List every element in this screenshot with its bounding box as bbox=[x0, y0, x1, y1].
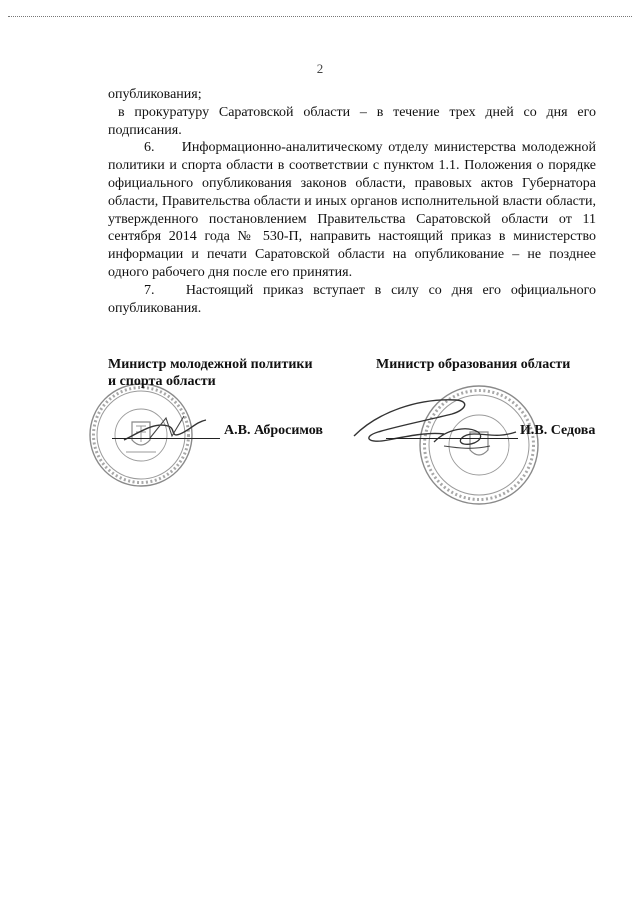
right-signature bbox=[348, 392, 538, 462]
document-body bbox=[108, 86, 596, 317]
page-number: 2 bbox=[316, 61, 324, 76]
item-text: Настоящий приказ вступает в силу со дня его официального опубликования. bbox=[108, 282, 597, 316]
item-number: 6. bbox=[144, 140, 155, 156]
right-signatory-name: И.В. Седова bbox=[520, 423, 596, 438]
right-signatory-title: Министр образования области bbox=[376, 357, 571, 372]
item-number: 7. bbox=[144, 282, 155, 298]
paragraph-continuation: опубликования; bbox=[108, 87, 202, 102]
right-signature-line bbox=[386, 438, 518, 439]
left-title-line-1: Министр молодежной политики bbox=[108, 357, 313, 372]
left-signatory-name: А.В. Абросимов bbox=[224, 423, 323, 438]
scan-top-edge bbox=[8, 16, 632, 17]
paragraph-item-7 bbox=[108, 282, 596, 318]
paragraph-item-6 bbox=[108, 139, 596, 281]
paragraph-prosecutor: в прокуратуру Саратовской области – в течение трех дней со дня его подписания. bbox=[108, 104, 596, 138]
item-text: Информационно-аналитическому отделу министерства молодежной политики и спорта области в соответствии с пунктом 1.1. Положения о порядке официального опубликования законов области, правовых актов Губернатора области, Правительства области и иных органов исполнительной власти области, утвержденного постановлением Правительства Саратовской области от 11 сентября 2014 года № 530-П, направить настоящий приказ в министерство информации и печати Саратовской области на опубликование – не позднее одного рабочего дня после его принятия. bbox=[108, 140, 596, 280]
left-signatory-title bbox=[108, 356, 313, 390]
left-title-line-2: и спорта области bbox=[108, 374, 216, 389]
left-signature-line bbox=[112, 438, 220, 439]
left-signature bbox=[120, 412, 210, 446]
